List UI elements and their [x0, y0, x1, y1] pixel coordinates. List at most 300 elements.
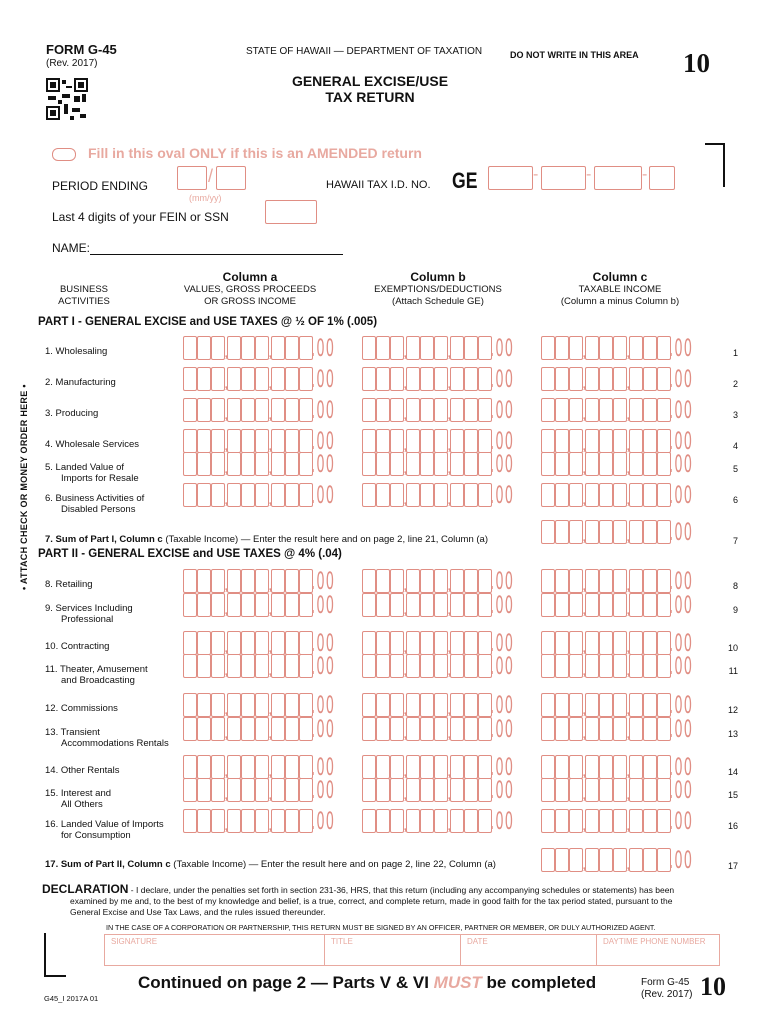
cents-suffix: .00: [490, 481, 515, 509]
digit-box: [464, 778, 478, 802]
digit-box: [227, 367, 241, 391]
digit-box: [629, 398, 643, 422]
thousands-separator: ,: [403, 344, 408, 361]
cents-suffix: .00: [311, 807, 336, 835]
digit-box: [643, 520, 657, 544]
digit-box: [555, 367, 569, 391]
line-label-8: [45, 579, 93, 590]
digit-box: [599, 717, 613, 741]
digit-box: [241, 654, 255, 678]
digit-box: [464, 429, 478, 453]
digit-box: [613, 520, 627, 544]
thousands-separator: ,: [403, 786, 408, 803]
digit-box: [183, 631, 197, 655]
line-number: 11: [728, 666, 738, 676]
thousands-separator: ,: [224, 344, 229, 361]
digit-box: [362, 367, 376, 391]
digit-box: [183, 809, 197, 833]
digit-box: [613, 336, 627, 360]
line-label-text: 5. Landed Value of: [45, 462, 125, 473]
digit-box: [285, 483, 299, 507]
digit-box: [613, 593, 627, 617]
digit-box: [183, 429, 197, 453]
digit-box: [420, 755, 434, 779]
digit-box: [541, 520, 555, 544]
thousands-separator: ,: [582, 437, 587, 454]
digit-box: [555, 520, 569, 544]
digit-box: [541, 717, 555, 741]
date-label: DATE: [467, 937, 488, 946]
thousands-separator: ,: [582, 528, 587, 545]
digit-box: [464, 483, 478, 507]
digit-box: [362, 778, 376, 802]
digit-box: [183, 778, 197, 802]
continued-must: MUST: [433, 973, 482, 992]
digit-box: [599, 693, 613, 717]
thousands-separator: ,: [582, 460, 587, 477]
digit-box: [271, 631, 285, 655]
digit-box: [197, 631, 211, 655]
digit-box: [255, 778, 269, 802]
digit-box: [555, 778, 569, 802]
digit-box: [227, 593, 241, 617]
digit-box: [541, 693, 555, 717]
digit-box: [434, 717, 448, 741]
column-c-line1: TAXABLE INCOME: [578, 284, 662, 295]
digit-box: [183, 717, 197, 741]
thousands-separator: ,: [268, 460, 273, 477]
digit-box: [629, 483, 643, 507]
digit-box: [241, 717, 255, 741]
period-format-hint: (mm/yy): [189, 193, 222, 203]
line-label-1: [45, 346, 107, 357]
digit-box: [183, 452, 197, 476]
line-number: 8: [732, 581, 738, 591]
digit-box: [643, 336, 657, 360]
line-label-5: [45, 462, 139, 484]
digit-box: [255, 452, 269, 476]
digit-box: [569, 593, 583, 617]
thousands-separator: ,: [582, 725, 587, 742]
signature-field[interactable]: [104, 934, 325, 966]
digit-box: [555, 693, 569, 717]
digit-box: [434, 809, 448, 833]
digit-box: [255, 654, 269, 678]
digit-box: [285, 336, 299, 360]
thousands-separator: ,: [626, 375, 631, 392]
digit-box: [585, 452, 599, 476]
digit-box: [255, 693, 269, 717]
business-activities-line2: ACTIVITIES: [58, 296, 110, 307]
digit-box: [629, 755, 643, 779]
thousands-separator: ,: [268, 701, 273, 718]
period-month-input[interactable]: [177, 166, 207, 190]
digit-box: [255, 336, 269, 360]
cents-suffix: .00: [669, 450, 694, 478]
digit-box: [450, 693, 464, 717]
cents-suffix: .00: [490, 365, 515, 393]
digit-box: [285, 631, 299, 655]
part1-sum-label: [45, 534, 488, 545]
digit-box: [197, 755, 211, 779]
digit-box: [390, 755, 404, 779]
digit-box: [255, 717, 269, 741]
form-revision: (Rev. 2017): [46, 58, 98, 69]
digit-box: [450, 631, 464, 655]
digit-box: [227, 717, 241, 741]
digit-box: [629, 429, 643, 453]
digit-box: [271, 809, 285, 833]
digit-box: [362, 336, 376, 360]
digit-box: [211, 398, 225, 422]
cents-suffix: .00: [490, 450, 515, 478]
digit-box: [599, 520, 613, 544]
digit-box: [227, 336, 241, 360]
digit-box: [285, 398, 299, 422]
digit-box: [450, 809, 464, 833]
digit-box: [197, 336, 211, 360]
line-number: 1: [732, 348, 738, 358]
thousands-separator: ,: [626, 725, 631, 742]
digit-box: [464, 336, 478, 360]
digit-box: [285, 755, 299, 779]
digit-box: [569, 367, 583, 391]
digit-box: [183, 654, 197, 678]
tax-id-part1-input[interactable]: [488, 166, 533, 190]
digit-box: [599, 569, 613, 593]
digit-box: [541, 593, 555, 617]
thousands-separator: ,: [268, 437, 273, 454]
digit-box: [541, 569, 555, 593]
digit-box: [285, 717, 299, 741]
digit-box: [599, 778, 613, 802]
digit-box: [285, 452, 299, 476]
form-code: 10: [683, 48, 710, 78]
digit-box: [376, 367, 390, 391]
digit-box: [271, 717, 285, 741]
digit-box: [599, 483, 613, 507]
digit-box: [629, 452, 643, 476]
cents-suffix: .00: [311, 481, 336, 509]
digit-box: [406, 429, 420, 453]
digit-box: [450, 452, 464, 476]
digit-box: [406, 367, 420, 391]
digit-box: [555, 483, 569, 507]
part1-sum-bold: 7. Sum of Part I, Column c: [45, 534, 163, 545]
business-activities-header: [40, 284, 128, 308]
digit-box: [464, 755, 478, 779]
digit-box: [241, 809, 255, 833]
digit-box: [241, 483, 255, 507]
digit-box: [585, 848, 599, 872]
digit-box: [285, 693, 299, 717]
cents-suffix: .00: [490, 591, 515, 619]
line-number: 6: [732, 495, 738, 505]
title-field[interactable]: [325, 934, 461, 966]
digit-box: [376, 631, 390, 655]
digit-box: [211, 693, 225, 717]
tax-id-part2-input[interactable]: [541, 166, 586, 190]
digit-box: [285, 367, 299, 391]
digit-box: [227, 398, 241, 422]
digit-box: [629, 848, 643, 872]
digit-box: [376, 717, 390, 741]
digit-box: [643, 367, 657, 391]
digit-box: [569, 569, 583, 593]
digit-box: [285, 569, 299, 593]
digit-box: [183, 755, 197, 779]
digit-box: [420, 693, 434, 717]
thousands-separator: ,: [268, 786, 273, 803]
thousands-separator: ,: [447, 763, 452, 780]
digit-box: [183, 483, 197, 507]
line-label-2: [45, 377, 116, 388]
digit-box: [362, 452, 376, 476]
digit-box: [362, 693, 376, 717]
digit-box: [406, 398, 420, 422]
digit-box: [541, 429, 555, 453]
digit-box: [390, 569, 404, 593]
digit-box: [643, 654, 657, 678]
thousands-separator: ,: [626, 701, 631, 718]
digit-box: [450, 778, 464, 802]
digit-box: [629, 809, 643, 833]
thousands-separator: ,: [268, 662, 273, 679]
digit-box: [420, 398, 434, 422]
thousands-separator: ,: [268, 601, 273, 618]
line-label-15: [45, 788, 111, 810]
thousands-separator: ,: [403, 437, 408, 454]
thousands-separator: ,: [224, 601, 229, 618]
digit-box: [241, 429, 255, 453]
thousands-separator: ,: [582, 817, 587, 834]
qr-code-icon: [46, 78, 88, 120]
cents-suffix: .00: [669, 629, 694, 657]
digit-box: [643, 429, 657, 453]
thousands-separator: ,: [582, 763, 587, 780]
line-label-text: 4. Wholesale Services: [45, 439, 139, 450]
digit-box: [585, 654, 599, 678]
cents-suffix: .00: [311, 334, 336, 362]
digit-box: [271, 693, 285, 717]
line-label-9: [45, 603, 133, 625]
thousands-separator: ,: [582, 344, 587, 361]
digit-box: [643, 398, 657, 422]
declaration-text-line1: - I declare, under the penalties set forth in section 231-36, HRS, that this return (including any accompanying schedules or statements) has been: [128, 885, 675, 895]
line-number: 13: [727, 729, 738, 739]
digit-box: [629, 693, 643, 717]
digit-box: [434, 367, 448, 391]
digit-box: [420, 569, 434, 593]
fein-input[interactable]: [265, 200, 317, 224]
line-label-text: Accommodations Rentals: [61, 738, 169, 749]
digit-box: [420, 809, 434, 833]
digit-box: [434, 483, 448, 507]
digit-box: [211, 569, 225, 593]
thousands-separator: ,: [403, 577, 408, 594]
line-label-text: 16. Landed Value of Imports: [45, 819, 164, 830]
thousands-separator: ,: [582, 375, 587, 392]
amended-oval[interactable]: [52, 148, 76, 161]
digit-box: [197, 398, 211, 422]
digit-box: [555, 336, 569, 360]
digit-box: [643, 693, 657, 717]
attach-check-side-text: • ATTACH CHECK OR MONEY ORDER HERE •: [19, 384, 29, 590]
digit-box: [406, 569, 420, 593]
footer-form-code: 10: [700, 972, 726, 1001]
thousands-separator: ,: [582, 639, 587, 656]
digit-box: [643, 569, 657, 593]
form-title-line1: GENERAL EXCISE/USE: [291, 73, 449, 89]
column-b-line1: EXEMPTIONS/DEDUCTIONS: [374, 284, 502, 295]
digit-box: [569, 398, 583, 422]
cents-suffix: .00: [311, 427, 336, 455]
cents-suffix: .00: [669, 715, 694, 743]
part2-title: PART II - GENERAL EXCISE and USE TAXES @ 4% (.04): [38, 548, 342, 560]
cents-suffix: .00: [311, 591, 336, 619]
line-label-text: Imports for Resale: [61, 473, 139, 484]
tax-id-part3-input[interactable]: [594, 166, 642, 190]
name-input[interactable]: [90, 254, 343, 255]
digit-box: [406, 717, 420, 741]
digit-box: [227, 483, 241, 507]
line-label-text: for Consumption: [61, 830, 131, 841]
digit-box: [434, 336, 448, 360]
digit-box: [376, 569, 390, 593]
digit-box: [197, 452, 211, 476]
digit-box: [390, 654, 404, 678]
line-number: 15: [727, 790, 738, 800]
cents-suffix: .00: [311, 450, 336, 478]
digit-box: [255, 569, 269, 593]
digit-box: [464, 631, 478, 655]
thousands-separator: ,: [403, 662, 408, 679]
fein-label: Last 4 digits of your FEIN or SSN: [52, 210, 229, 224]
thousands-separator: ,: [224, 577, 229, 594]
thousands-separator: ,: [403, 491, 408, 508]
digit-box: [227, 569, 241, 593]
thousands-separator: ,: [268, 375, 273, 392]
thousands-separator: ,: [268, 725, 273, 742]
cents-suffix: .00: [669, 481, 694, 509]
digit-box: [555, 569, 569, 593]
digit-box: [643, 483, 657, 507]
thousands-separator: ,: [224, 406, 229, 423]
period-ending-label: PERIOD ENDING: [52, 179, 149, 193]
column-c-title: Column c: [592, 270, 648, 284]
cents-suffix: .00: [311, 652, 336, 680]
digit-box: [285, 778, 299, 802]
thousands-separator: ,: [447, 817, 452, 834]
digit-box: [390, 398, 404, 422]
digit-box: [241, 398, 255, 422]
digit-box: [569, 693, 583, 717]
digit-box: [271, 569, 285, 593]
line-label-text: 13. Transient: [45, 727, 100, 738]
digit-box: [613, 809, 627, 833]
digit-box: [629, 593, 643, 617]
digit-box: [434, 755, 448, 779]
digit-box: [211, 755, 225, 779]
column-b-title: Column b: [410, 270, 466, 284]
cents-suffix: .00: [490, 753, 515, 781]
digit-box: [197, 693, 211, 717]
thousands-separator: ,: [403, 725, 408, 742]
digit-box: [599, 809, 613, 833]
line-number: 4: [732, 441, 738, 451]
digit-box: [211, 717, 225, 741]
cents-suffix: .00: [490, 427, 515, 455]
digit-box: [420, 593, 434, 617]
line-number: 10: [727, 643, 738, 653]
digit-box: [390, 483, 404, 507]
digit-box: [255, 429, 269, 453]
digit-box: [450, 755, 464, 779]
digit-box: [585, 429, 599, 453]
declaration-heading: DECLARATION: [42, 882, 129, 896]
digit-box: [613, 631, 627, 655]
digit-box: [613, 848, 627, 872]
digit-box: [434, 398, 448, 422]
part2-sum-bold: 17. Sum of Part II, Column c: [45, 859, 171, 870]
digit-box: [434, 429, 448, 453]
line-label-text: 15. Interest and: [45, 788, 112, 799]
tax-id-part4-input[interactable]: [649, 166, 675, 190]
thousands-separator: ,: [447, 437, 452, 454]
digit-box: [613, 398, 627, 422]
digit-box: [241, 593, 255, 617]
digit-box: [376, 755, 390, 779]
digit-box: [555, 755, 569, 779]
digit-box: [629, 631, 643, 655]
digit-box: [197, 654, 211, 678]
business-activities-line1: BUSINESS: [59, 284, 109, 295]
digit-box: [585, 809, 599, 833]
part1-sum-text: (Taxable Income) — Enter the result here and on page 2, line 21, Column (a): [162, 534, 489, 545]
digit-box: [434, 452, 448, 476]
date-field[interactable]: [461, 934, 597, 966]
digit-box: [390, 693, 404, 717]
digit-box: [362, 755, 376, 779]
digit-box: [599, 452, 613, 476]
digit-box: [211, 631, 225, 655]
phone-field[interactable]: [597, 934, 720, 966]
digit-box: [464, 398, 478, 422]
name-label: NAME:: [52, 241, 91, 255]
thousands-separator: ,: [403, 406, 408, 423]
digit-box: [376, 398, 390, 422]
digit-box: [599, 429, 613, 453]
digit-box: [464, 593, 478, 617]
digit-box: [376, 778, 390, 802]
thousands-separator: ,: [224, 460, 229, 477]
line-label-14: [45, 765, 119, 776]
thousands-separator: ,: [403, 601, 408, 618]
thousands-separator: ,: [626, 491, 631, 508]
cents-suffix: .00: [669, 591, 694, 619]
digit-box: [569, 520, 583, 544]
thousands-separator: ,: [447, 375, 452, 392]
title-label: TITLE: [331, 937, 353, 946]
cents-suffix: .00: [490, 652, 515, 680]
period-year-input[interactable]: [216, 166, 246, 190]
digit-box: [629, 336, 643, 360]
continued-part-b: be completed: [481, 973, 597, 992]
corner-mark-icon: [44, 933, 66, 977]
digit-box: [227, 755, 241, 779]
digit-box: [450, 593, 464, 617]
part2-sum-label: [45, 859, 496, 870]
